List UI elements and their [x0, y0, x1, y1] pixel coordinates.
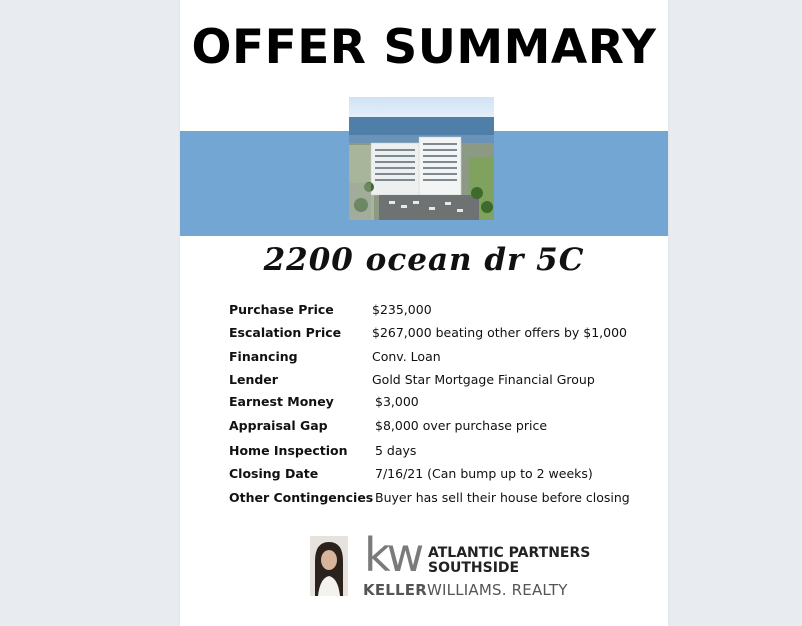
detail-value: $235,000 [372, 302, 432, 317]
detail-row-home-inspection [229, 443, 668, 463]
page-title: OFFER SUMMARY [191, 20, 657, 75]
detail-value: $267,000 beating other offers by $1,000 [372, 325, 627, 340]
detail-value: Buyer has sell their house before closing [375, 490, 630, 505]
company-name-rest: WILLIAMS. REALTY [426, 581, 568, 599]
detail-label: Financing [229, 349, 298, 364]
detail-value: Conv. Loan [372, 349, 441, 364]
detail-label: Escalation Price [229, 325, 342, 340]
detail-row-escalation-price [229, 325, 668, 345]
detail-value: 5 days [375, 443, 417, 458]
company-name [363, 581, 568, 599]
detail-row-financing [229, 349, 668, 369]
detail-label: Other Contingencies [229, 490, 374, 505]
brand-line-1: ATLANTIC PARTNERS [428, 545, 591, 561]
detail-label: Home Inspection [229, 443, 348, 458]
offer-summary-page [180, 0, 668, 626]
detail-row-other-contingencies [229, 490, 668, 510]
detail-label: Purchase Price [229, 302, 334, 317]
detail-row-earnest-money [229, 394, 668, 414]
detail-label: Earnest Money [229, 394, 334, 409]
property-photo [349, 97, 494, 220]
detail-label: Closing Date [229, 466, 319, 481]
detail-row-purchase-price [229, 302, 668, 322]
company-name-bold: KELLER [363, 581, 427, 599]
detail-row-appraisal-gap [229, 418, 668, 438]
detail-value: 7/16/21 (Can bump up to 2 weeks) [375, 466, 593, 481]
detail-label: Appraisal Gap [229, 418, 328, 433]
kw-logo-mark: kw [364, 528, 421, 582]
detail-value: Gold Star Mortgage Financial Group [372, 372, 595, 387]
agent-photo [310, 536, 348, 596]
brand-line-2: SOUTHSIDE [428, 560, 520, 576]
detail-value: $8,000 over purchase price [375, 418, 548, 433]
detail-value: $3,000 [375, 394, 419, 409]
detail-row-closing-date [229, 466, 668, 486]
detail-row-lender [229, 372, 668, 392]
property-address: 2200 ocean dr 5C [263, 242, 585, 278]
detail-label: Lender [229, 372, 278, 387]
